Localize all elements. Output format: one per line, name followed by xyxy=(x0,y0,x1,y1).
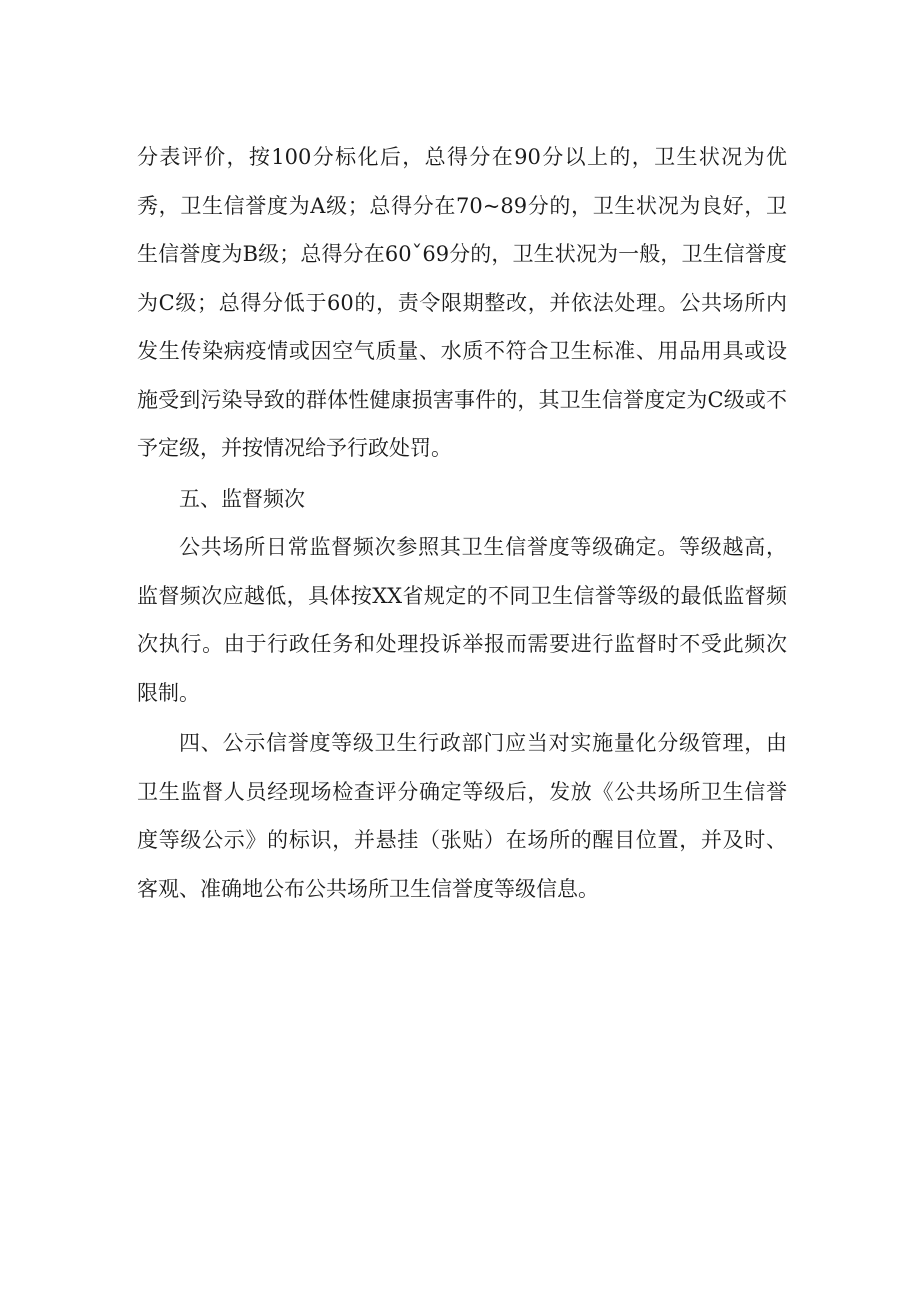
supervision-frequency-paragraph: 公共场所日常监督频次参照其卫生信誉度等级确定。等级越高，监督频次应越低，具体按XX省规定的不同卫生信誉等级的最低监督频次执行。由于行政任务和处理投诉举报而需要进行监督时不受此频次限制。 xyxy=(137,535,787,705)
publicity-paragraph: 四、公示信誉度等级卫生行政部门应当对实施量化分级管理，由卫生监督人员经现场检查评分确定等级后，发放《公共场所卫生信誉度等级公示》的标识，并悬挂（张贴）在场所的醒目位置，并及时、客观、准确地公布公共场所卫生信誉度等级信息。 xyxy=(137,731,787,901)
document-page xyxy=(137,133,787,913)
grading-paragraph: 分表评价，按100分标化后，总得分在90分以上的，卫生状况为优秀，卫生信誉度为A级；总得分在70~89分的，卫生状况为良好，卫生信誉度为B级；总得分在60ˇ69分的，卫生状况为一般，卫生信誉度为C级；总得分低于60的，责令限期整改，并依法处理。公共场所内发生传染病疫情或因空气质量、水质不符合卫生标准、用品用具或设施受到污染导致的群体性健康损害事件的，其卫生信誉度定为C级或不予定级，并按情况给予行政处罚。 xyxy=(137,145,787,460)
section-heading-supervision-frequency: 五、监督频次 xyxy=(179,486,305,511)
